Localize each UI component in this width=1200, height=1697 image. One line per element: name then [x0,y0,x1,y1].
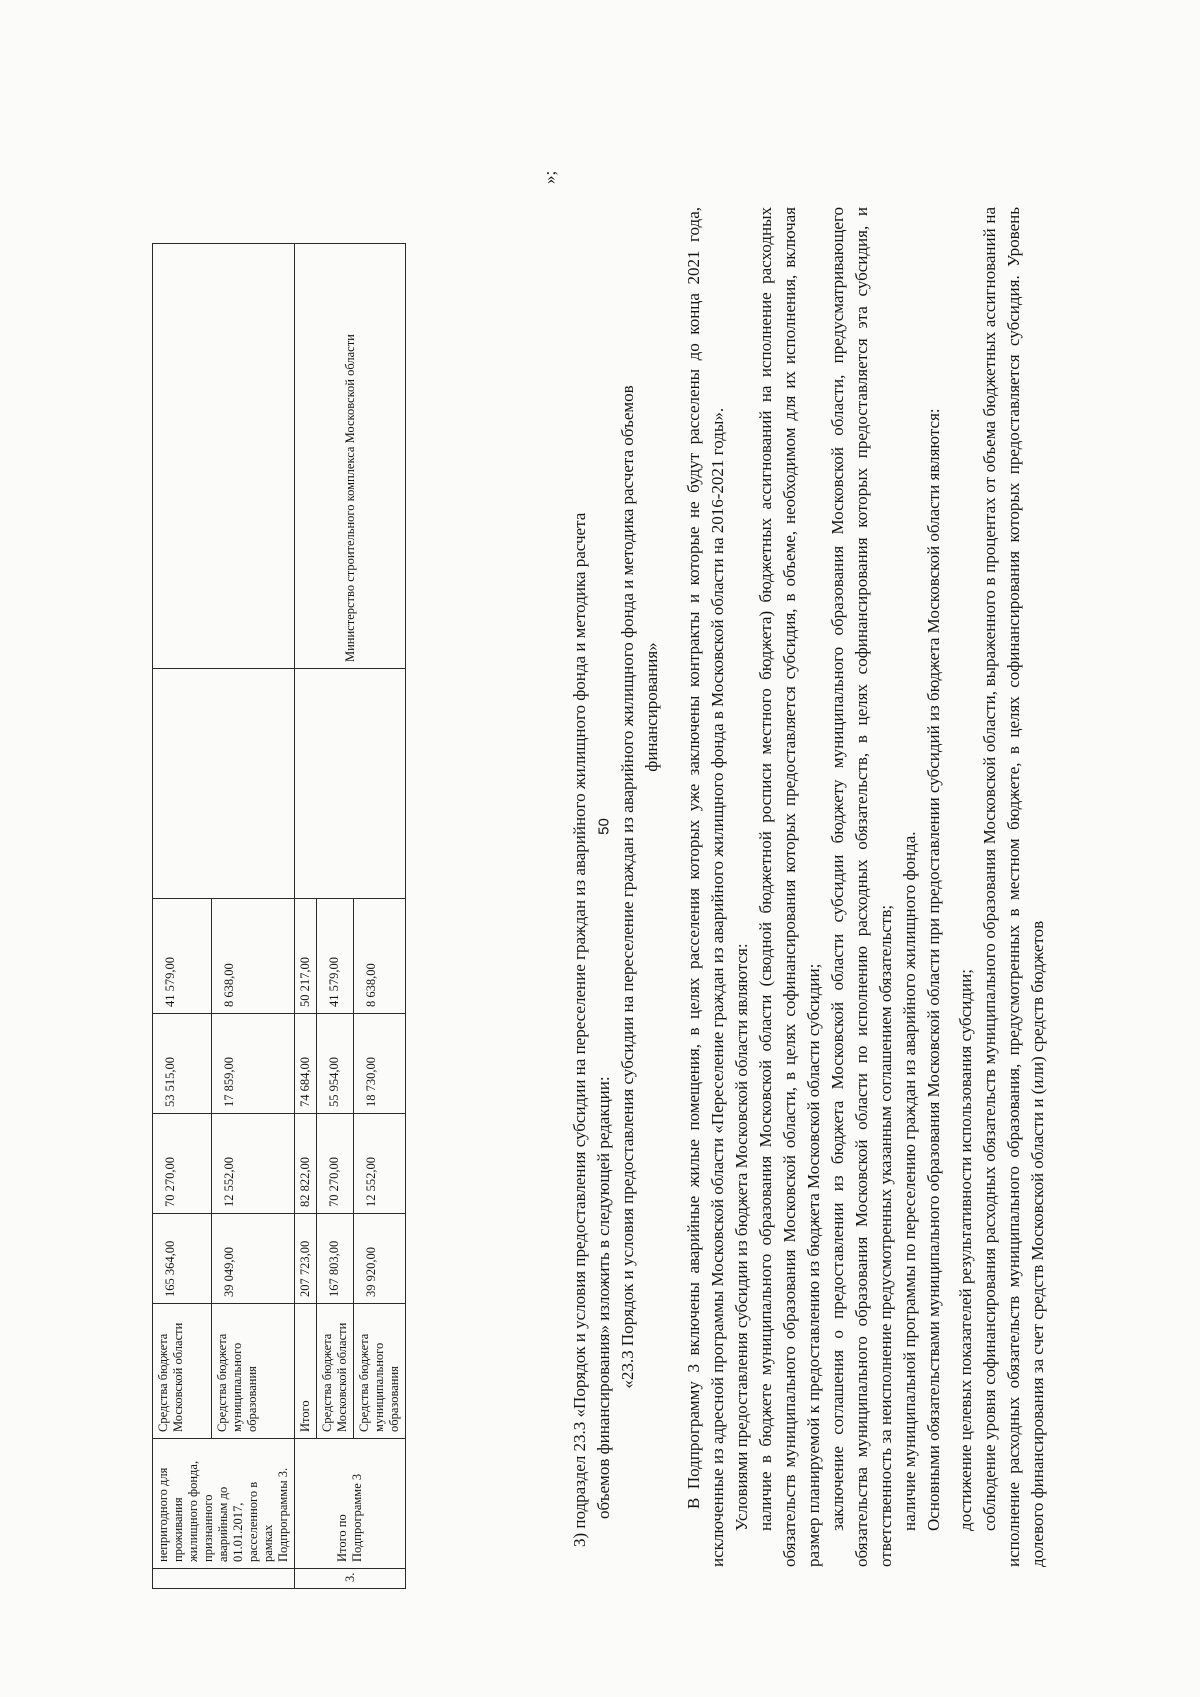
responsible-cell [153,244,295,669]
empty-cell [295,669,406,899]
paragraph: Основными обязательствами муниципального образования Московской области при предоставлении субсидий из бюджета Московской области являются: [924,408,943,1531]
paragraph: В Подпрограмму 3 включены аварийные жилые помещения, в целях расселения которых уже заключены контракты и которые не будут расселены до конца 2021 года, исключенные из адресной программы Московской области «Переселение граждан из аварийного жилищного фонда в Московской области на 2016-2021 годы». [684,207,727,1567]
row-number-cell: 3. [295,1569,406,1589]
paragraph: достижение целевых показателей результативности использования субсидии; [956,969,975,1531]
paragraph: соблюдение уровня софинансирования расходных обязательств муниципального образования Московской области, выраженного в процентах от объема бюджетных ассигнований на исполнение расходных обязательств муниципального образования, предусмотренных в местном бюджете, в целях софинансирования которых предоставляется субсидия. Уровень долевого финансирования за счет средств Московской области и (или) средств бюджетов [980,207,1047,1567]
value-cell: 55 954,00 [317,1014,354,1114]
section-title: «23.3 Порядок и условия предоставления субсидии на переселение граждан из аварийного жилищного фонда и методика расчета объемов [618,385,637,1389]
responsible-cell: Министерство строительного комплекса Московской области [295,244,406,669]
value-cell: 165 364,00 [153,1214,212,1304]
closing-quote-marker: »; [540,170,559,184]
paragraph: наличие в бюджете муниципального образования Московской области (сводной бюджетной росписи местного бюджета) бюджетных ассигнований на исполнение расходных обязательств муниципального образования Московской области, в целях софинансирования которых предоставляется субсидия, в объеме, необходимом для их исполнения, включая размер планируемой к предоставлению из бюджета Московской области субсидии; [756,207,823,1567]
funding-source-cell: Средства бюджета Московской области [153,1304,212,1439]
rotated-page-content [60,137,1200,1677]
funding-table [152,243,406,1589]
value-cell: 8 638,00 [212,899,295,1014]
activity-name-cell: непригодного для проживания жилищного фонда, признанного аварийным до 01.01.2017, расселенного в рамках Подпрограммы 3. [153,1439,295,1569]
paragraph: заключение соглашения о предоставлении из бюджета Московской области субсидии бюджету муниципального образования Московской области, предусматривающего обязательства муниципального образования Московской области по исполнению расходных обязательств, в целях софинансирования которых предоставляется эта субсидия, и ответственность за неисполнение предусмотренных указанным соглашением обязательств; [828,207,895,1567]
value-cell: 167 803,00 [317,1214,354,1304]
value-cell: 207 723,00 [295,1214,317,1304]
value-cell: 39 920,00 [354,1214,406,1304]
value-cell: 70 270,00 [317,1114,354,1214]
value-cell: 74 684,00 [295,1014,317,1114]
value-cell: 82 822,00 [295,1114,317,1214]
paragraph: Условиями предоставления субсидии из бюджета Московской области являются: [732,943,751,1531]
value-cell: 70 270,00 [153,1114,212,1214]
amendment-item-3: 3) подраздел 23.3 «Порядок и условия предоставления субсидии на переселение граждан из аварийного жилищного фонда и методика расчета [570,512,589,1547]
value-cell: 50 217,00 [295,899,317,1014]
amendment-item-3-continued: объемов финансирования» изложить в следующей редакции: [594,1076,613,1519]
empty-cell [153,669,295,899]
paragraph: наличие муниципальной программы по переселению граждан из аварийного жилищного фонда. [900,831,919,1531]
value-cell: 12 552,00 [354,1114,406,1214]
value-cell: 41 579,00 [153,899,212,1014]
table-row [295,244,317,1589]
activity-name-cell: Итого по Подпрограмме 3 [295,1439,406,1569]
section-title-continued: финансирования» [642,642,661,772]
funding-source-cell: Средства бюджета муниципального образования [354,1304,406,1439]
table-row [153,244,212,1589]
value-cell: 12 552,00 [212,1114,295,1214]
value-cell: 53 515,00 [153,1014,212,1114]
funding-source-cell: Средства бюджета муниципального образования [212,1304,295,1439]
value-cell: 17 859,00 [212,1014,295,1114]
value-cell: 8 638,00 [354,899,406,1014]
page-number: 50 [595,818,613,835]
row-number-cell [153,1569,295,1589]
funding-source-cell: Средства бюджета Московской области [317,1304,354,1439]
value-cell: 41 579,00 [317,899,354,1014]
body-text [568,207,1050,1567]
value-cell: 18 730,00 [354,1014,406,1114]
funding-source-cell: Итого [295,1304,317,1439]
value-cell: 39 049,00 [212,1214,295,1304]
